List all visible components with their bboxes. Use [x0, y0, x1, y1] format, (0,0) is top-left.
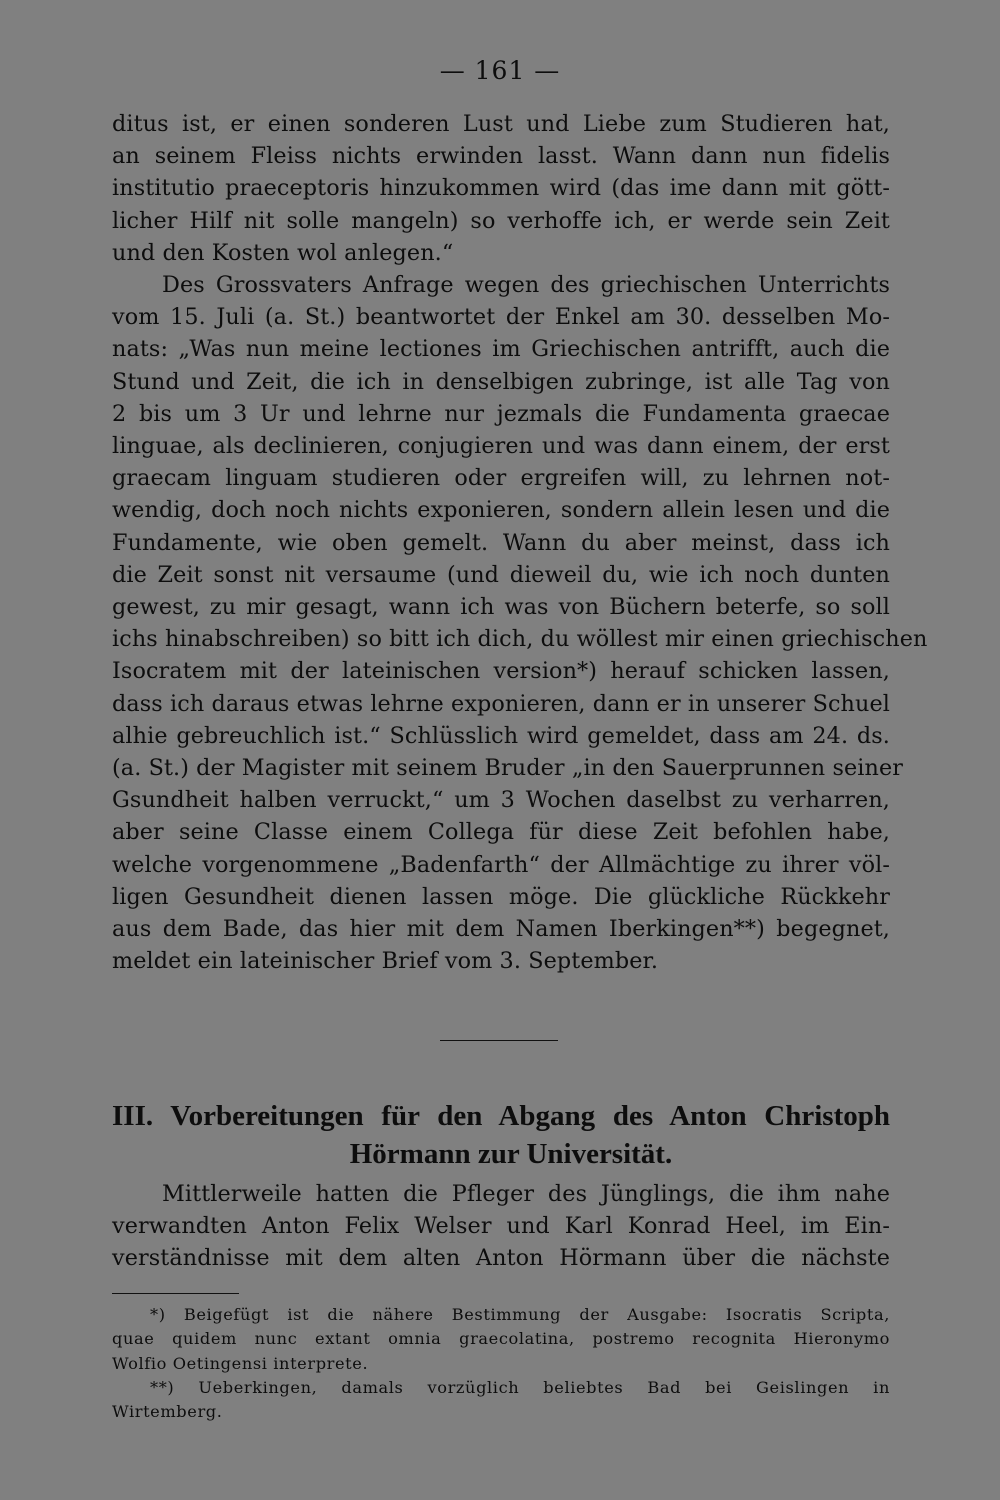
text-line: graecam linguam studieren oder ergreifen will, zu lehrnen not- [112, 465, 890, 492]
text-line: an seinem Fleiss nichts erwinden lasst. Wann dann nun fidelis [112, 143, 890, 170]
footnote-1-line: quae quidem nunc extant omnia graecolatina, postremo recognita Hieronymo [112, 1329, 890, 1349]
section-text-block [112, 1178, 890, 1275]
text-line: alhie gebreuchlich ist.“ Schlüsslich wird gemeldet, dass am 24. ds. [112, 722, 890, 749]
footnote-1-line: Wolfio Oetingensi interprete. [112, 1353, 369, 1373]
text-line: aus dem Bade, das hier mit dem Namen Iberkingen**) begegnet, [112, 916, 890, 943]
section-heading-line-2: Hörmann zur Universität. [349, 1138, 673, 1170]
text-line: Fundamente, wie oben gemelt. Wann du aber meinst, dass ich [112, 529, 890, 556]
text-line: ditus ist, er einen sonderen Lust und Liebe zum Studieren hat, [112, 111, 890, 137]
text-line: Gsundheit halben verruckt,“ um 3 Wochen daselbst zu verharren, [112, 787, 890, 814]
footnote-2-line: **) Ueberkingen, damals vorzüglich beliebtes Bad bei Geislingen in [150, 1377, 890, 1397]
text-line: institutio praeceptoris hinzukommen wird (das ime dann mit gött- [112, 175, 890, 202]
text-line: aber seine Classe einem Collega für diese Zeit befohlen habe, [112, 819, 890, 846]
page-number: — 161 — [439, 56, 561, 85]
text-line: und den Kosten wol anlegen.“ [112, 239, 454, 266]
text-line: licher Hilf nit solle mangeln) so verhoffe ich, er werde sein Zeit [112, 207, 890, 234]
footnote-separator-rule [112, 1293, 239, 1294]
section-divider-rule [440, 1040, 558, 1041]
text-line: (a. St.) der Magister mit seinem Bruder „in den Sauerprunnen seiner [112, 755, 904, 782]
text-line: verständnisse mit dem alten Anton Hörmann über die nächste [112, 1245, 890, 1272]
text-line: gewest, zu mir gesagt, wann ich was von Büchern beterfe, so soll [112, 594, 890, 621]
text-line: Isocratem mit der lateinischen version*) herauf schicken lassen, [112, 658, 890, 685]
text-line: welche vorgenommene „Badenfarth“ der Allmächtige zu ihrer völ- [112, 851, 890, 878]
footnotes [112, 1303, 890, 1424]
paragraph-start-line: Des Grossvaters Anfrage wegen des griechischen Unterrichts [162, 272, 890, 299]
text-line: meldet ein lateinischer Brief vom 3. September. [112, 948, 659, 975]
main-text-block [112, 108, 928, 977]
text-line: Stund und Zeit, die ich in denselbigen zubringe, ist alle Tag von [112, 368, 890, 395]
text-line: die Zeit sonst nit versaume (und dieweil du, wie ich noch dunten [112, 561, 890, 588]
text-line: vom 15. Juli (a. St.) beantwortet der Enkel am 30. desselben Mo- [112, 304, 890, 331]
footnote-1-line: *) Beigefügt ist die nähere Bestimmung der Ausgabe: Isocratis Scripta, [150, 1305, 890, 1324]
section-heading [112, 1097, 890, 1173]
text-line: nats: „Was nun meine lectiones im Griechischen antrifft, auch die [112, 336, 890, 363]
text-line: wendig, doch noch nichts exponieren, sondern allein lesen und die [112, 497, 890, 524]
text-line: verwandten Anton Felix Welser und Karl Konrad Heel, im Ein- [112, 1213, 890, 1240]
text-line: ichs hinabschreiben) so bitt ich dich, du wöllest mir einen griechischen [112, 626, 928, 653]
text-line: linguae, als declinieren, conjugieren und was dann einem, der erst [112, 433, 890, 460]
text-line: dass ich daraus etwas lehrne exponieren, dann er in unserer Schuel [112, 690, 890, 717]
text-line: 2 bis um 3 Ur und lehrne nur jezmals die Fundamenta graecae [112, 400, 890, 427]
section-heading-line-1: III. Vorbereitungen für den Abgang des Anton Christoph [112, 1100, 890, 1132]
text-line: ligen Gesundheit dienen lassen möge. Die glückliche Rückkehr [112, 883, 890, 910]
footnote-2-line: Wirtemberg. [112, 1402, 223, 1422]
paragraph-start-line: Mittlerweile hatten die Pfleger des Jünglings, die ihm nahe [162, 1181, 890, 1207]
